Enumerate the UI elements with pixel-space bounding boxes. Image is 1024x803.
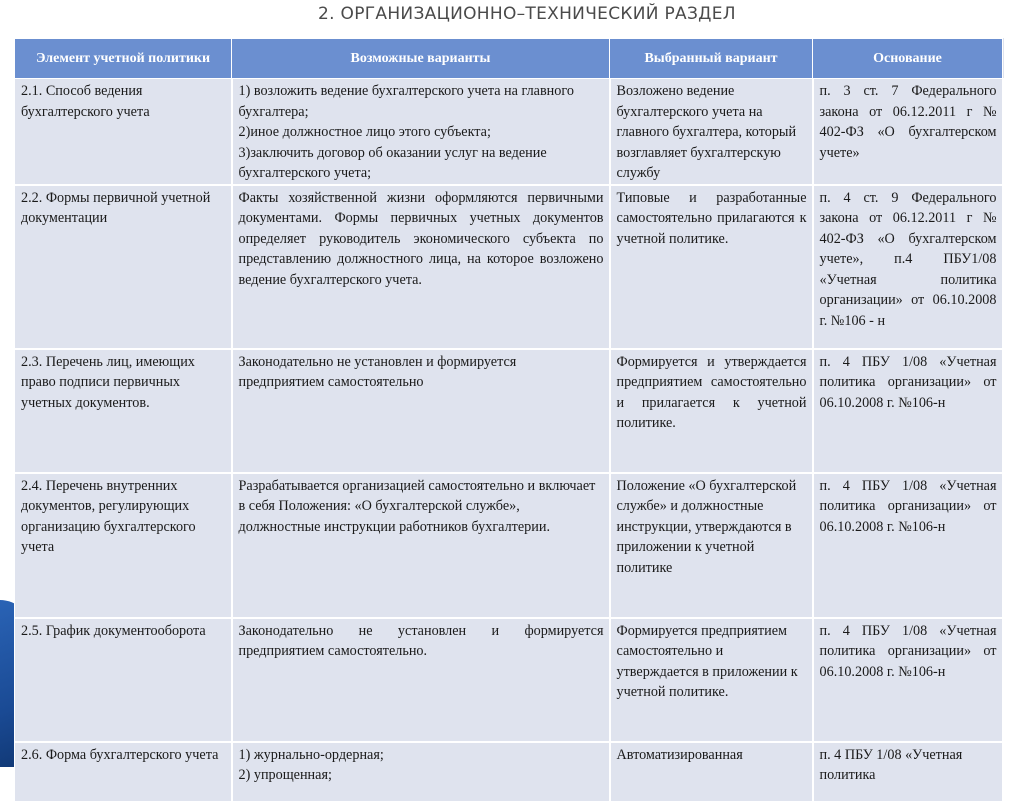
cell-basis: п. 3 ст. 7 Федерального закона от 06.12.2011 г № 402-ФЗ «О бухгалтерском учете» [813,79,1003,185]
cell-chosen: Возложено ведение бухгалтерского учета на главного бухгалтера, который возглавляет бухгалтерскую службу [610,79,813,185]
cell-options: Факты хозяйственной жизни оформляются первичными документами. Формы первичных учетных документов определяет руководитель экономического субъекта по представлению должностного лица, на которое возложено ведение бухгалтерского учета. [232,185,610,349]
cell-options: 1) возложить ведение бухгалтерского учета на главного бухгалтера; 2)иное должностное лицо этого субъекта; 3)заключить договор об оказании услуг на ведение бухгалтерского учета; [232,79,610,185]
cell-chosen: Формируется предприятием самостоятельно и утверждается в приложении к учетной политике. [610,618,813,742]
cell-options: Разрабатывается организацией самостоятельно и включает в себя Положения: «О бухгалтерской службе», должностные инструкции работников бухгалтерии. [232,473,610,618]
accounting-policy-table [14,38,1004,803]
table-row [15,79,1003,185]
cell-element: 2.5. График документооборота [15,618,232,742]
cell-basis: п. 4 ПБУ 1/08 «Учетная политика организации» от 06.10.2008 г. №106-н [813,349,1003,473]
cell-basis: п. 4 ст. 9 Федерального закона от 06.12.2011 г № 402-ФЗ «О бухгалтерском учете», п.4 ПБУ1/08 «Учетная политика организации» от 06.10.2008 г. №106 - н [813,185,1003,349]
cell-options: Законодательно не установлен и формируется предприятием самостоятельно. [232,618,610,742]
cell-element: 2.4. Перечень внутренних документов, регулирующих организацию бухгалтерского учета [15,473,232,618]
table-row [15,618,1003,742]
table-row [15,349,1003,473]
header-element: Элемент учетной политики [15,39,232,79]
cell-basis: п. 4 ПБУ 1/08 «Учетная политика организации» от 06.10.2008 г. №106-н [813,618,1003,742]
cell-basis: п. 4 ПБУ 1/08 «Учетная политика [813,742,1003,802]
cell-chosen: Формируется и утверждается предприятием самостоятельно и прилагается к учетной политике. [610,349,813,473]
header-basis: Основание [813,39,1003,79]
cell-options: Законодательно не установлен и формируется предприятием самостоятельно [232,349,610,473]
cell-element: 2.1. Способ ведения бухгалтерского учета [15,79,232,185]
table-row [15,185,1003,349]
cell-options: 1) журнально-ордерная; 2) упрощенная; [232,742,610,802]
header-chosen: Выбранный вариант [610,39,813,79]
table-row [15,473,1003,618]
cell-element: 2.2. Формы первичной учетной документации [15,185,232,349]
cell-chosen: Положение «О бухгалтерской службе» и должностные инструкции, утверждаются в приложении к учетной политике [610,473,813,618]
header-options: Возможные варианты [232,39,610,79]
table-row [15,742,1003,802]
cell-chosen: Автоматизированная [610,742,813,802]
cell-basis: п. 4 ПБУ 1/08 «Учетная политика организации» от 06.10.2008 г. №106-н [813,473,1003,618]
cell-chosen: Типовые и разработанные самостоятельно прилагаются к учетной политике. [610,185,813,349]
slide-title: 2. ОРГАНИЗАЦИОННО–ТЕХНИЧЕСКИЙ РАЗДЕЛ [318,4,736,24]
table-header-row [15,39,1003,79]
cell-element: 2.3. Перечень лиц, имеющих право подписи первичных учетных документов. [15,349,232,473]
cell-element: 2.6. Форма бухгалтерского учета [15,742,232,802]
